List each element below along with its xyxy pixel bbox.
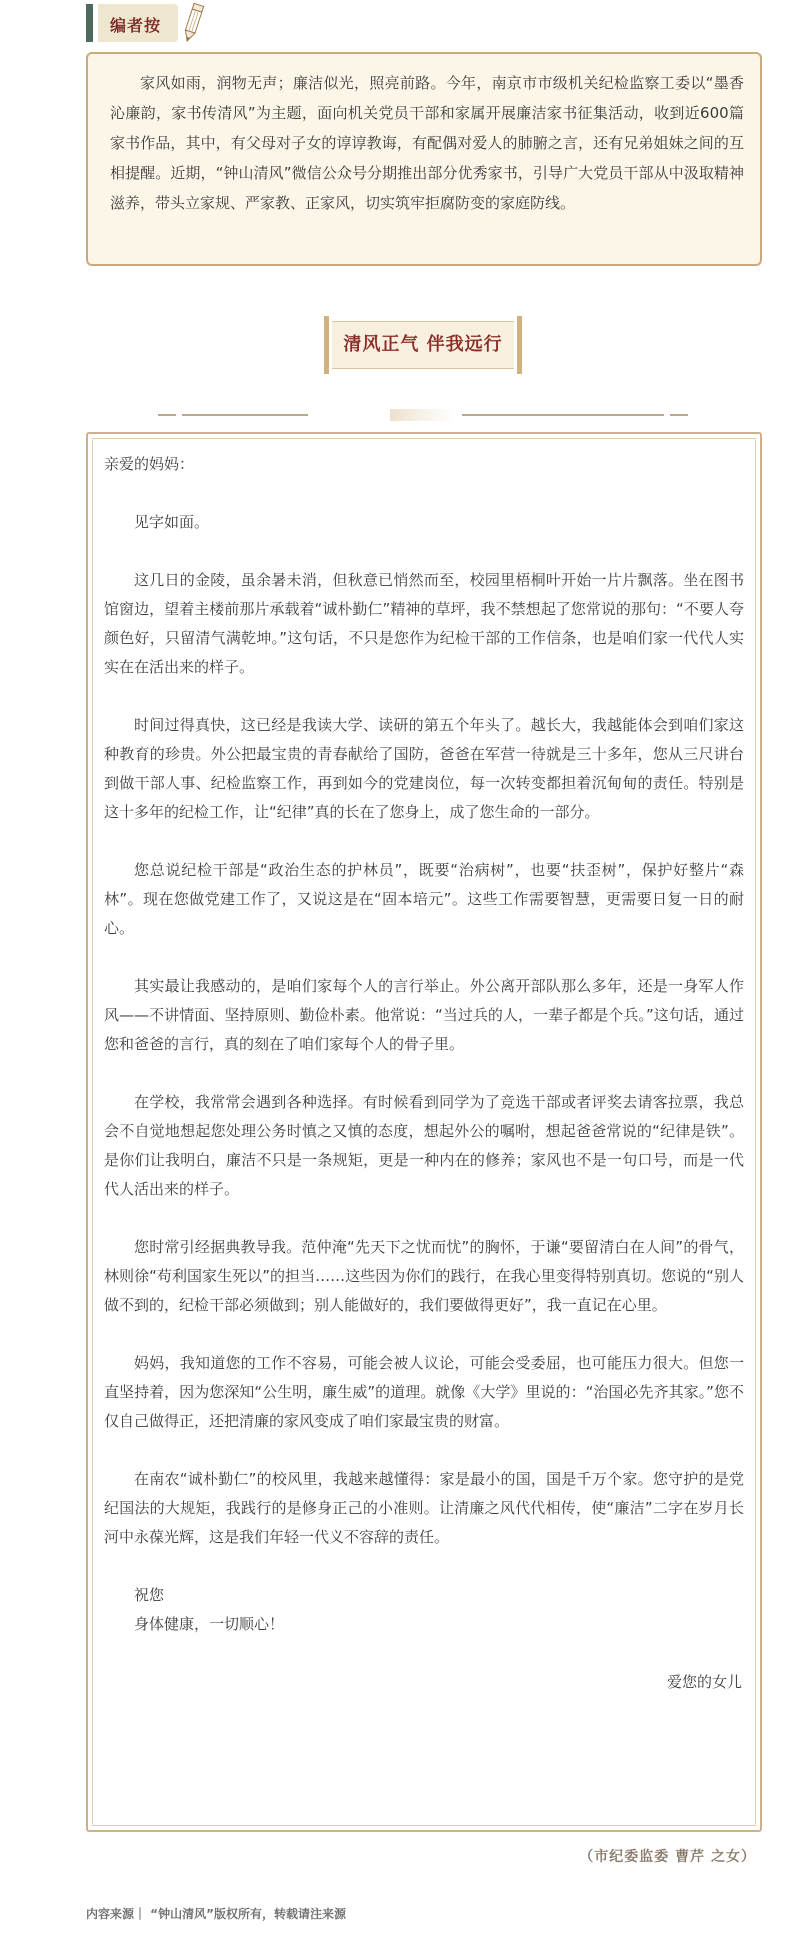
letter-content bbox=[104, 450, 744, 1697]
editor-note-box bbox=[86, 52, 762, 266]
section-title: 清风正气 伴我远行 bbox=[343, 334, 503, 355]
letter-wish-text: 身体健康，一切顺心！ bbox=[134, 1615, 285, 1633]
header-accent-bar bbox=[86, 4, 93, 42]
letter-paragraph: 妈妈，我知道您的工作不容易，可能会被人议论，可能会受委屈，也可能压力很大。但您一直坚持着，因为您深知“公生明，廉生威”的道理。就像《大学》里说的：“治国必先齐其家。”您不仅自己做得正，还把清廉的家风变成了咱们家最宝贵的财富。 bbox=[104, 1354, 744, 1430]
editor-note-label: 编者按 bbox=[110, 16, 162, 35]
editor-note-text: 家风如雨，润物无声；廉洁似光，照亮前路。今年，南京市市级机关纪检监察工委以“墨香沁廉韵，家书传清风”为主题，面向机关党员干部和家属开展廉洁家书征集活动，收到近600篇家书作品，其中，有父母对子女的谆谆教诲，有配偶对爱人的肺腑之言，还有兄弟姐妹之间的互相提醒。近期，“钟山清风”微信公众号分期推出部分优秀家书，引导广大党员干部从中汲取精神滋养，带头立家规、严家教、正家风，切实筑牢拒腐防变的家庭防线。 bbox=[110, 74, 744, 212]
letter-paragraph: 其实最让我感动的，是咱们家每个人的言行举止。外公离开部队那么多年，还是一身军人作风——不讲情面、坚持原则、勤俭朴素。他常说：“当过兵的人，一辈子都是个兵。”这句话，通过您和爸爸的言行，真的刻在了咱们家每个人的骨子里。 bbox=[104, 977, 744, 1053]
source-note: 内容来源｜ “钟山清风”版权所有，转载请注来源 bbox=[86, 1907, 346, 1921]
letter-paragraph: 这几日的金陵，虽余暑未消，但秋意已悄然而至，校园里梧桐叶开始一片片飘落。坐在图书馆窗边，望着主楼前那片承载着“诚朴勤仁”精神的草坪，我不禁想起了您常说的那句：“不要人夸颜色好，只留清气满乾坤。”这句话，不只是您作为纪检干部的工作信条，也是咱们家一代代人实实在在活出来的样子。 bbox=[104, 571, 744, 676]
letter-paragraph: 您总说纪检干部是“政治生态的护林员”，既要“治病树”，也要“扶歪树”，保护好整片“森林”。现在您做党建工作了，又说这是在“固本培元”。这些工作需要智慧，更需要日复一日的耐心。 bbox=[104, 861, 744, 937]
letter-box bbox=[86, 432, 762, 1832]
ornament-divider bbox=[158, 408, 688, 422]
letter-signoff: 爱您的女儿 bbox=[666, 1673, 742, 1691]
letter-wish-line: 祝您 bbox=[134, 1586, 165, 1604]
letter-paragraph: 在学校，我常常会遇到各种选择。有时候看到同学为了竞选干部或者评奖去请客拉票，我总会不自觉地想起您处理公务时慎之又慎的态度，想起外公的嘱咐，想起爸爸常说的“纪律是铁”。是你们让我明白，廉洁不只是一条规矩，更是一种内在的修养；家风也不是一句口号，而是一代代人活出来的样子。 bbox=[104, 1093, 744, 1198]
editor-note-tag bbox=[98, 4, 178, 42]
letter-salutation: 亲爱的妈妈： bbox=[104, 455, 195, 473]
letter-paragraph: 时间过得真快，这已经是我读大学、读研的第五个年头了。越长大，我越能体会到咱们家这种教育的珍贵。外公把最宝贵的青春献给了国防，爸爸在军营一待就是三十多年，您从三尺讲台到做干部人事、纪检监察工作，再到如今的党建岗位，每一次转变都担着沉甸甸的责任。特别是这十多年的纪检工作，让“纪律”真的长在了您身上，成了您生命的一部分。 bbox=[104, 716, 744, 821]
letter-paragraph: 见字如面。 bbox=[134, 513, 210, 531]
section-title-banner bbox=[324, 316, 522, 374]
letter-paragraph: 在南农“诚朴勤仁”的校风里，我越来越懂得：家是最小的国，国是千万个家。您守护的是党纪国法的大规矩，我践行的是修身正己的小准则。让清廉之风代代相传，使“廉洁”二字在岁月长河中永葆光辉，这是我们年轻一代义不容辞的责任。 bbox=[104, 1470, 744, 1546]
letter-paragraph: 您时常引经据典教导我。范仲淹“先天下之忧而忧”的胸怀，于谦“要留清白在人间”的骨气，林则徐“苟利国家生死以”的担当……这些因为你们的践行，在我心里变得特别真切。您说的“别人做不到的，纪检干部必须做到；别人能做好的，我们要做得更好”，我一直记在心里。 bbox=[104, 1238, 744, 1314]
author-credit: （市纪委监委 曹芹 之女） bbox=[579, 1849, 756, 1865]
editor-note-header bbox=[86, 4, 246, 42]
pencil-icon bbox=[180, 2, 206, 44]
